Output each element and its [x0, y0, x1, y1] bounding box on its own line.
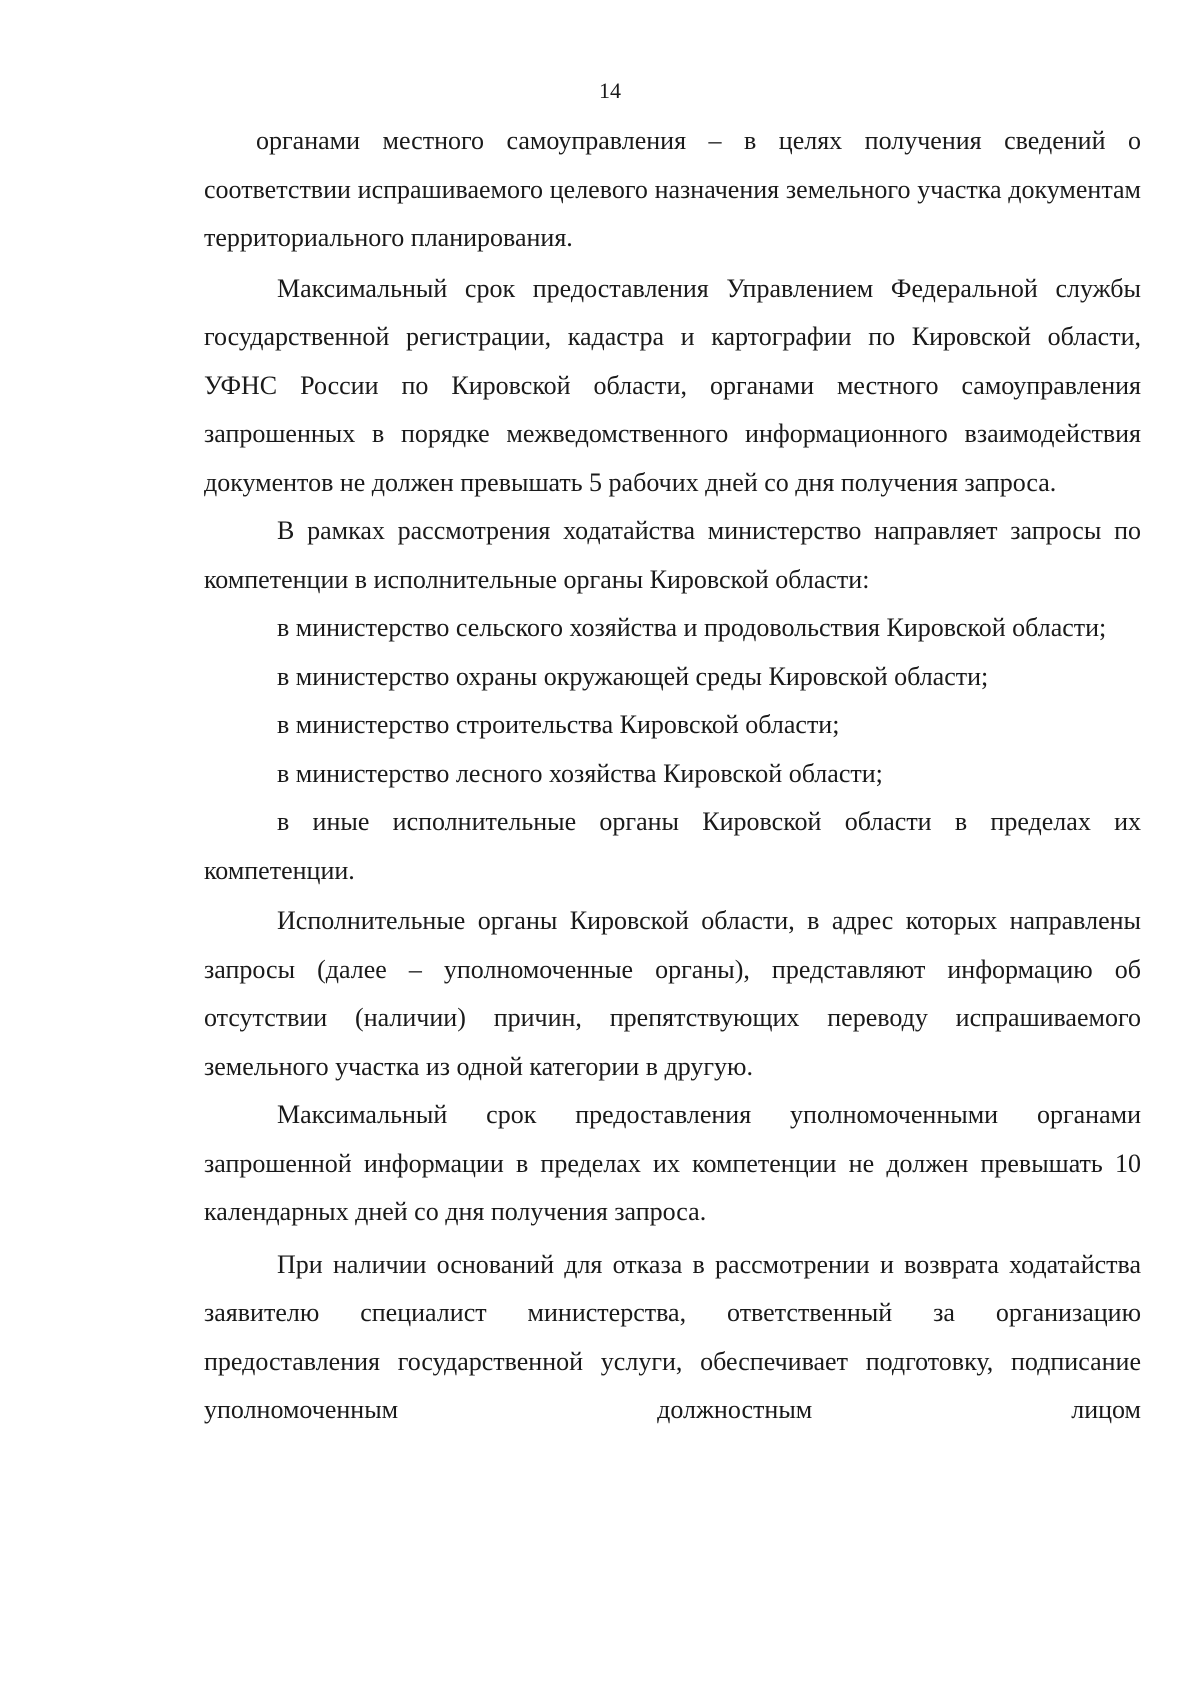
paragraph-max-term-authorized: Максимальный срок предоставления уполномоченными органами запрошенной информации в пределах их компетенции не должен превышать 10 календарных дней со дня получения запроса. [204, 1100, 1141, 1226]
document-body [204, 117, 1141, 1435]
paragraph-refusal-grounds: При наличии оснований для отказа в рассмотрении и возврата ходатайства заявителю специалист министерства, ответственный за организацию предоставления государственной услуги, обеспечивает подготовку, подписание уполномоченным должностным лицом [204, 1249, 1141, 1424]
list-item-forestry: в министерство лесного хозяйства Кировской области; [277, 758, 883, 788]
paragraph-max-term-registration: Максимальный срок предоставления Управлением Федеральной службы государственной регистрации, кадастра и картографии по Кировской области, УФНС России по Кировской области, органами местного самоуправления запрошенных в порядке межведомственного информационного взаимодействия документов не должен превышать 5 рабочих дней со дня получения запроса. [204, 273, 1141, 497]
list-item-environment: в министерство охраны окружающей среды Кировской области; [277, 661, 989, 691]
list-item-construction: в министерство строительства Кировской области; [277, 710, 840, 739]
list-item-other-bodies: в иные исполнительные органы Кировской области в пределах их компетенции. [204, 807, 1141, 885]
paragraph-continuation: органами местного самоуправления – в целях получения сведений о соответствии испрашиваемого целевого назначения земельного участка документам территориального планирования. [204, 126, 1141, 252]
paragraph-authorized-bodies: Исполнительные органы Кировской области, в адрес которых направлены запросы (далее – уполномоченные органы), представляют информацию об отсутствии (наличии) причин, препятствующих переводу испрашиваемого земельного участка из одной категории в другую. [204, 906, 1141, 1081]
paragraph-requests: В рамках рассмотрения ходатайства министерство направляет запросы по компетенции в исполнительные органы Кировской области: [204, 516, 1141, 594]
page-number: 14 [599, 78, 621, 103]
list-item-agriculture: в министерство сельского хозяйства и продовольствия Кировской области; [277, 613, 1107, 642]
